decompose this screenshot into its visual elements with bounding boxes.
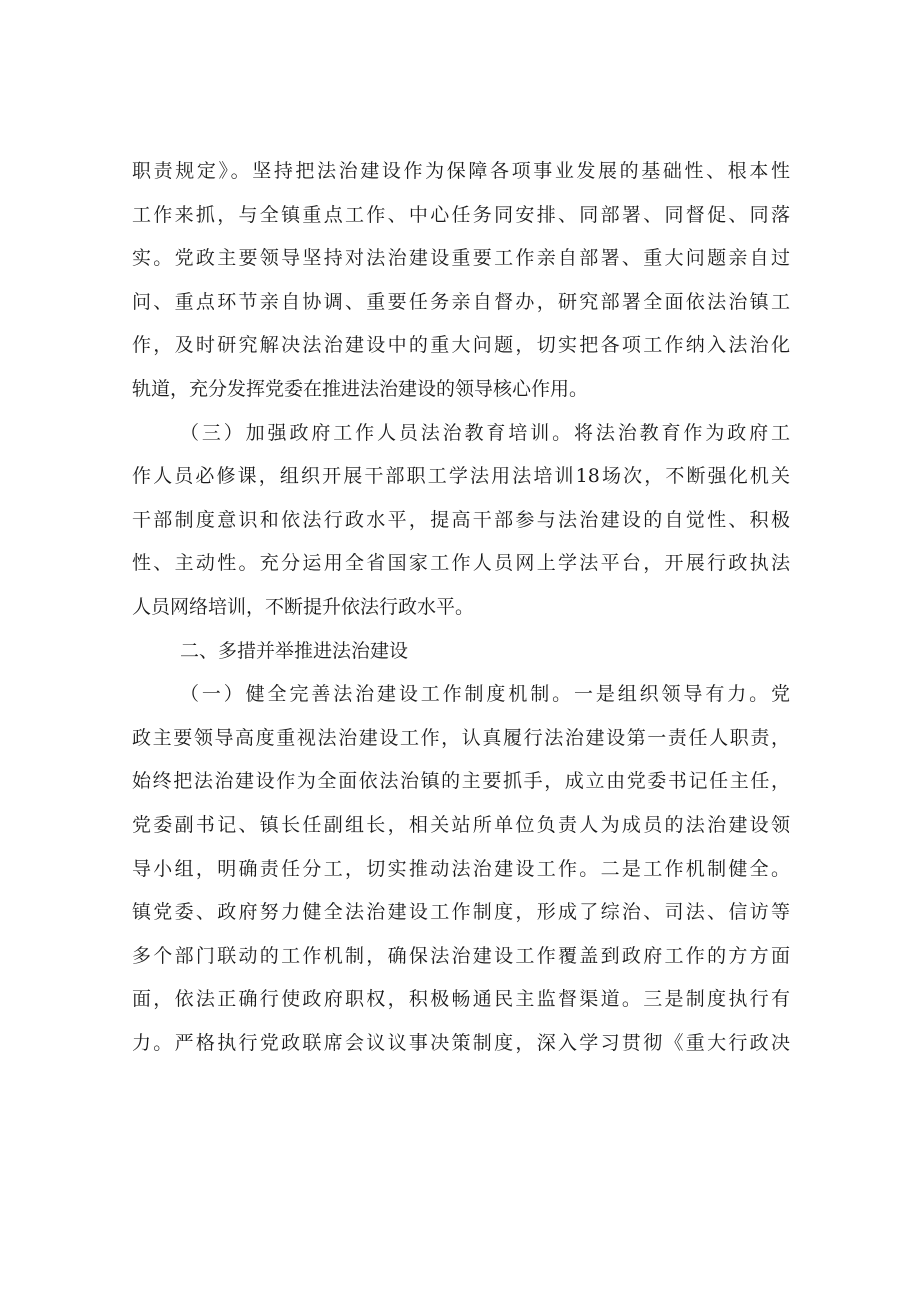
paragraph-institutional-mechanism (132, 673, 790, 1065)
text-line: 实。党政主要领导坚持对法治建设重要工作亲自部署、重大问题亲自过 (132, 247, 790, 270)
text-line: 多个部门联动的工作机制，确保法治建设工作覆盖到政府工作的方方面 (132, 944, 790, 967)
text-line: 工作来抓，与全镇重点工作、中心任务同安排、同部署、同督促、同落 (132, 203, 790, 226)
text-line: 作人员必修课，组织开展干部职工学法用法培训18场次，不断强化机关 (132, 465, 790, 488)
text-line: 问、重点环节亲自协调、重要任务亲自督办，研究部署全面依法治镇工 (132, 290, 790, 313)
paragraph-duty-regulations (132, 150, 790, 412)
text-line: 职责规定》。坚持把法治建设作为保障各项事业发展的基础性、根本性 (132, 160, 790, 182)
text-line: 力。严格执行党政联席会议议事决策制度，深入学习贯彻《重大行政决 (132, 1031, 790, 1054)
section-heading (132, 630, 790, 674)
text-line: 始终把法治建设作为全面依法治镇的主要抓手，成立由党委书记任主任， (132, 770, 790, 793)
text-line: 干部制度意识和依法行政水平，提高干部参与法治建设的自觉性、积极 (132, 508, 790, 531)
text-line: 性、主动性。充分运用全省国家工作人员网上学法平台，开展行政执法 (132, 552, 790, 575)
text-line: 导小组，明确责任分工，切实推动法治建设工作。二是工作机制健全。 (132, 857, 790, 880)
text-line: 人员网络培训，不断提升依法行政水平。 (132, 595, 475, 618)
text-line: 党委副书记、镇长任副组长，相关站所单位负责人为成员的法治建设领 (132, 813, 790, 836)
text-line: 作，及时研究解决法治建设中的重大问题，切实把各项工作纳入法治化 (132, 334, 790, 357)
document-body (132, 150, 790, 1065)
paragraph-staff-training (132, 412, 790, 630)
heading-line: 二、多措并举推进法治建设 (180, 639, 409, 662)
text-line: （三）加强政府工作人员法治教育培训。将法治教育作为政府工 (180, 421, 790, 444)
text-line: 面，依法正确行使政府职权，积极畅通民主监督渠道。三是制度执行有 (132, 988, 790, 1011)
text-line: 政主要领导高度重视法治建设工作，认真履行法治建设第一责任人职责， (132, 726, 790, 749)
text-line: 镇党委、政府努力健全法治建设工作制度，形成了综治、司法、信访等 (132, 901, 790, 924)
text-line: （一）健全完善法治建设工作制度机制。一是组织领导有力。党 (180, 683, 790, 706)
text-line: 轨道，充分发挥党委在推进法治建设的领导核心作用。 (132, 377, 589, 400)
